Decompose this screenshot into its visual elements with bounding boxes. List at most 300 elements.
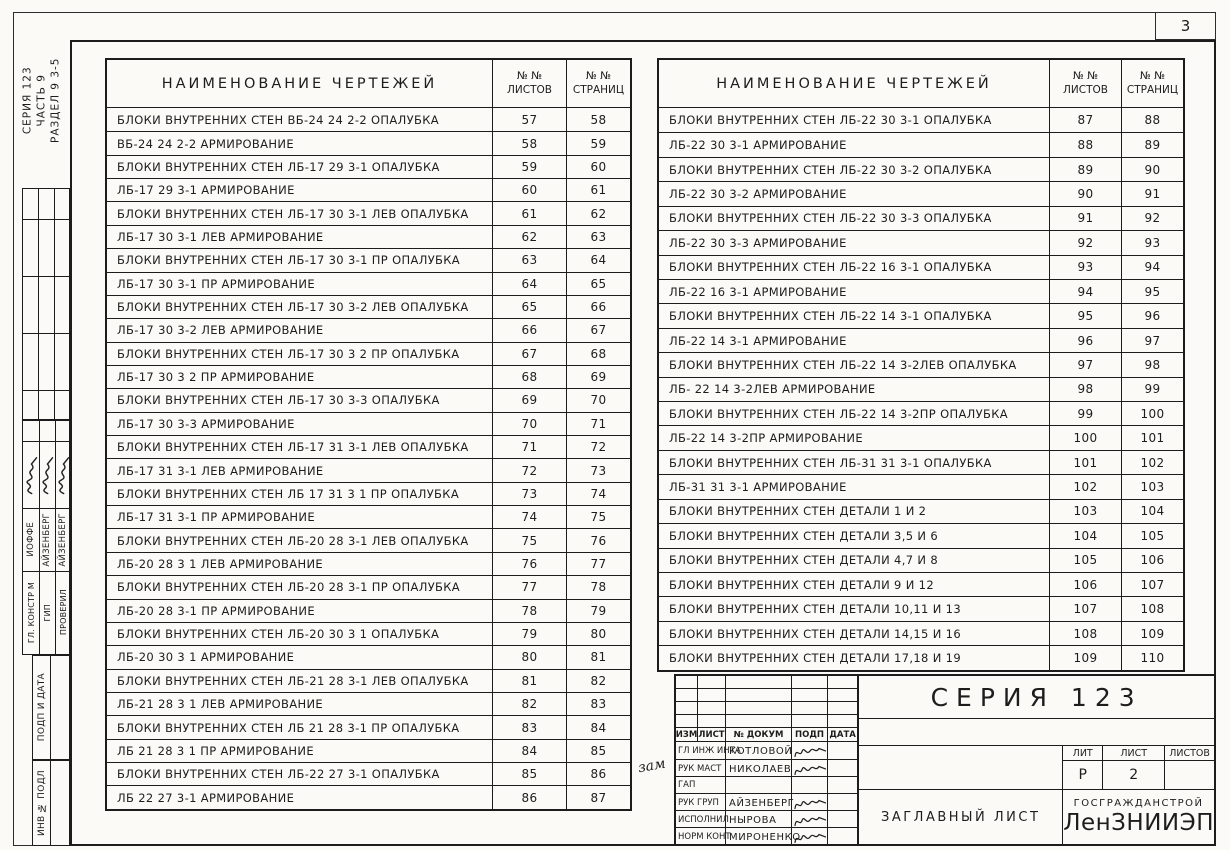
cell-page: 70: [566, 389, 630, 411]
cell-page: 92: [1121, 207, 1183, 230]
table-row: [659, 621, 1183, 645]
cell-sheet: 70: [492, 413, 566, 435]
cell-page: 80: [566, 623, 630, 645]
cell-sheet: 100: [1049, 426, 1121, 449]
cell-name: ЛБ 22 27 3-1 АРМИРОВАНИЕ: [117, 790, 295, 805]
cell-sheet: 106: [1049, 573, 1121, 596]
sign-role: ИСПОЛНИЛ: [676, 811, 726, 829]
cell-page: 98: [1121, 353, 1183, 376]
cell-name: ЛБ-17 30 3-1 ПР АРМИРОВАНИЕ: [117, 276, 315, 291]
cell-sheet: 76: [492, 553, 566, 575]
table-row: [107, 785, 630, 808]
table-row: [107, 715, 630, 738]
cell-page: 64: [566, 249, 630, 271]
listov-value: [1165, 761, 1214, 789]
cell-sheet: 94: [1049, 280, 1121, 303]
margin-signer-name: АЙЗЕНБЕРГ: [58, 512, 68, 567]
change-table: [676, 676, 859, 844]
lit-table: [1063, 746, 1214, 789]
cell-sheet: 90: [1049, 182, 1121, 205]
drawings-table-left: [105, 58, 632, 811]
col-data: ДАТА: [828, 728, 857, 742]
table-row: [107, 295, 630, 318]
cell-sheet: 64: [492, 273, 566, 295]
cell-sheet: 103: [1049, 500, 1121, 523]
table-row: [107, 155, 630, 178]
cell-page: 71: [566, 413, 630, 435]
sign-name: АЙЗЕНБЕРГ: [726, 794, 792, 812]
table-row: [107, 108, 630, 131]
sign-name: [726, 777, 792, 793]
cell-sheet: 85: [492, 763, 566, 785]
table-row: [659, 157, 1183, 181]
cell-page: 88: [1121, 108, 1183, 132]
header-sheets-column: № № ЛИСТОВ: [492, 60, 566, 107]
cell-name: БЛОКИ ВНУТРЕННИХ СТЕН ЛБ-17 30 3 2 ПР ОПАЛУБКА: [117, 346, 460, 361]
sign-role: РУК ГРУП: [676, 794, 726, 812]
cell-page: 74: [566, 483, 630, 505]
cell-name: БЛОКИ ВНУТРЕННИХ СТЕН ЛБ-17 30 3-1 ПР ОПАЛУБКА: [117, 253, 461, 268]
cell-page: 63: [566, 226, 630, 248]
listov-header: ЛИСТОВ: [1169, 747, 1210, 759]
cell-name: БЛОКИ ВНУТРЕННИХ СТЕН ЛБ 17 31 3 1 ПР ОПАЛУБКА: [117, 486, 460, 501]
cell-sheet: 63: [492, 249, 566, 271]
table-row: [659, 523, 1183, 547]
sign-role: ГАП: [676, 777, 726, 793]
cell-page: 79: [566, 600, 630, 622]
cell-name: БЛОКИ ВНУТРЕННИХ СТЕН ЛБ-20 30 3 1 ОПАЛУБКА: [117, 627, 440, 642]
cell-page: 108: [1121, 597, 1183, 620]
cell-sheet: 93: [1049, 256, 1121, 279]
table-row: [659, 548, 1183, 572]
margin-series-line1: СЕРИЯ 123: [21, 66, 34, 134]
cell-page: 105: [1121, 524, 1183, 547]
cell-page: 61: [566, 179, 630, 201]
table-row: [107, 762, 630, 785]
cell-page: 97: [1121, 329, 1183, 352]
cell-sheet: 59: [492, 156, 566, 178]
table-row: [659, 377, 1183, 401]
cell-page: 90: [1121, 158, 1183, 181]
table-row: [659, 303, 1183, 327]
sign-name: МИРОНЕНКО: [726, 828, 792, 846]
cell-name: БЛОКИ ВНУТРЕННИХ СТЕН ДЕТАЛИ 17,18 И 19: [669, 650, 962, 665]
cell-page: 82: [566, 670, 630, 692]
table-row: [107, 482, 630, 505]
cell-sheet: 95: [1049, 304, 1121, 327]
col-list: ЛИСТ: [698, 728, 726, 742]
cell-name: ЛБ-17 31 3-1 ПР АРМИРОВАНИЕ: [117, 510, 315, 525]
table-row: [659, 450, 1183, 474]
cell-page: 78: [566, 576, 630, 598]
col-izm: ИЗМ: [676, 728, 698, 742]
cell-page: 69: [566, 366, 630, 388]
cell-page: 109: [1121, 622, 1183, 645]
cell-sheet: 87: [1049, 108, 1121, 132]
cell-name: БЛОКИ ВНУТРЕННИХ СТЕН ДЕТАЛИ 10,11 И 13: [669, 602, 962, 617]
table-row: [659, 255, 1183, 279]
margin-series-line3: РАЗДЕЛ 9 3-5: [49, 57, 62, 143]
change-table-header: [676, 728, 857, 742]
designation-cell: [859, 719, 1214, 746]
cell-name: ЛБ-17 29 3-1 АРМИРОВАНИЕ: [117, 183, 295, 198]
cell-name: БЛОКИ ВНУТРЕННИХ СТЕН ДЕТАЛИ 9 И 12: [669, 577, 934, 592]
sheet-caption: ЗАГЛАВНЫЙ ЛИСТ: [859, 790, 1063, 844]
cell-sheet: 97: [1049, 353, 1121, 376]
header-sheets-column: № № ЛИСТОВ: [1049, 60, 1121, 107]
cell-page: 66: [566, 296, 630, 318]
sign-row: [676, 827, 857, 844]
margin-signer-role: ПРОВЕРИЛ: [58, 589, 68, 636]
table-row: [659, 499, 1183, 523]
cell-page: 59: [566, 132, 630, 154]
table-row: [107, 388, 630, 411]
cell-sheet: 82: [492, 693, 566, 715]
header-name-column: НАИМЕНОВАНИЕ ЧЕРТЕЖЕЙ: [161, 75, 438, 92]
header-name-column: НАИМЕНОВАНИЕ ЧЕРТЕЖЕЙ: [716, 75, 992, 92]
date-cell: [828, 760, 857, 778]
table-row: [659, 596, 1183, 620]
cell-name: БЛОКИ ВНУТРЕННИХ СТЕН ЛБ-17 29 3-1 ОПАЛУБКА: [117, 159, 440, 174]
cell-sheet: 81: [492, 670, 566, 692]
title-mid-empty-cell: [859, 746, 1063, 789]
margin-stamp-grid: [22, 188, 70, 420]
cell-page: 77: [566, 553, 630, 575]
table-row: [107, 692, 630, 715]
table-body: [107, 108, 630, 809]
cell-page: 104: [1121, 500, 1183, 523]
table-row: [107, 248, 630, 271]
cell-name: БЛОКИ ВНУТРЕННИХ СТЕН ЛБ-17 30 3-2 ЛЕВ ОПАЛУБКА: [117, 300, 469, 315]
change-empty-row: [676, 715, 857, 728]
cell-page: 96: [1121, 304, 1183, 327]
header-pages-column: № № СТРАНИЦ: [566, 60, 630, 107]
margin-series-label: [13, 12, 70, 188]
cell-page: 68: [566, 343, 630, 365]
table-row: [107, 365, 630, 388]
table-row: [107, 178, 630, 201]
cell-page: 103: [1121, 475, 1183, 498]
cell-sheet: 78: [492, 600, 566, 622]
table-row: [107, 131, 630, 154]
cell-name: ЛБ-21 28 3 1 ЛЕВ АРМИРОВАНИЕ: [117, 697, 324, 712]
date-cell: [828, 828, 857, 846]
lit-header: ЛИТ: [1063, 746, 1103, 760]
page-number: 3: [1180, 17, 1191, 35]
cell-name: ЛБ-20 28 3 1 ЛЕВ АРМИРОВАНИЕ: [117, 557, 324, 571]
cell-sheet: 80: [492, 646, 566, 668]
cell-name: БЛОКИ ВНУТРЕННИХ СТЕН ЛБ-22 30 3-1 ОПАЛУБКА: [669, 113, 992, 128]
organization-cell: [1063, 790, 1214, 844]
cell-sheet: 104: [1049, 524, 1121, 547]
cell-name: ЛБ- 22 14 3-2ЛЕВ АРМИРОВАНИЕ: [669, 382, 876, 397]
cell-page: 81: [566, 646, 630, 668]
cell-name: БЛОКИ ВНУТРЕННИХ СТЕН ЛБ-22 16 3-1 ОПАЛУБКА: [669, 260, 992, 275]
cell-sheet: 109: [1049, 646, 1121, 669]
sign-row: [676, 742, 857, 759]
title-bottom-band: [859, 790, 1214, 844]
cell-sheet: 84: [492, 740, 566, 762]
cell-sheet: 83: [492, 716, 566, 738]
sign-name: НЫРОВА: [726, 811, 792, 829]
margin-sign-date-box: [32, 655, 70, 760]
cell-name: БЛОКИ ВНУТРЕННИХ СТЕН ДЕТАЛИ 3,5 И 6: [669, 528, 939, 543]
cell-sheet: 105: [1049, 549, 1121, 572]
header-pages-column: № № СТРАНИЦ: [1121, 60, 1183, 107]
margin-signers-block: [22, 420, 70, 655]
list-value: 2: [1103, 761, 1165, 789]
cell-page: 73: [566, 459, 630, 481]
cell-name: БЛОКИ ВНУТРЕННИХ СТЕН ЛБ-20 28 3-1 ПР ОПАЛУБКА: [117, 580, 461, 595]
table-row: [659, 401, 1183, 425]
col-podp: ПОДП: [792, 728, 828, 742]
sign-role: РУК МАСТ: [676, 760, 726, 778]
cell-name: ЛБ-17 30 3-1 ЛЕВ АРМИРОВАНИЕ: [117, 229, 324, 244]
cell-page: 84: [566, 716, 630, 738]
table-row: [107, 318, 630, 341]
sign-row: [676, 759, 857, 776]
table-row: [659, 328, 1183, 352]
title-block-right: [859, 676, 1214, 844]
cell-sheet: 99: [1049, 402, 1121, 425]
table-row: [659, 425, 1183, 449]
cell-name: ЛБ-17 30 3-2 ЛЕВ АРМИРОВАНИЕ: [117, 323, 324, 338]
list-header: ЛИСТ: [1103, 746, 1165, 760]
sign-row: [676, 776, 857, 793]
cell-page: 107: [1121, 573, 1183, 596]
cell-sheet: 77: [492, 576, 566, 598]
cell-name: БЛОКИ ВНУТРЕННИХ СТЕН ЛБ-22 30 3-2 ОПАЛУБКА: [669, 162, 992, 177]
table-row: [659, 352, 1183, 376]
table-row: [659, 132, 1183, 156]
table-row: [107, 669, 630, 692]
cell-page: 93: [1121, 231, 1183, 254]
cell-page: 72: [566, 436, 630, 458]
cell-name: БЛОКИ ВНУТРЕННИХ СТЕН ЛБ-20 28 3-1 ЛЕВ ОПАЛУБКА: [117, 533, 469, 548]
cell-name: БЛОКИ ВНУТРЕННИХ СТЕН ЛБ 21 28 3-1 ПР ОПАЛУБКА: [117, 720, 460, 735]
cell-sheet: 75: [492, 529, 566, 551]
cell-page: 102: [1121, 451, 1183, 474]
cell-sheet: 108: [1049, 622, 1121, 645]
cell-name: ЛБ-17 30 3-3 АРМИРОВАНИЕ: [117, 416, 295, 431]
cell-page: 89: [1121, 133, 1183, 156]
cell-sheet: 65: [492, 296, 566, 318]
table-row: [107, 458, 630, 481]
table-row: [659, 181, 1183, 205]
sign-row: [676, 810, 857, 827]
table-row: [659, 108, 1183, 132]
cell-sheet: 62: [492, 226, 566, 248]
signature-cell: [792, 760, 828, 778]
cell-name: БЛОКИ ВНУТРЕННИХ СТЕН ЛБ-22 14 3-2ПР ОПАЛУБКА: [669, 406, 1009, 421]
cell-sheet: 88: [1049, 133, 1121, 156]
table-body: [659, 108, 1183, 670]
handwritten-note: зам: [636, 755, 667, 777]
cell-name: ЛБ-22 30 3-1 АРМИРОВАНИЕ: [669, 138, 847, 153]
cell-page: 75: [566, 506, 630, 528]
cell-name: БЛОКИ ВНУТРЕННИХ СТЕН ЛБ-22 14 3-1 ОПАЛУБКА: [669, 309, 992, 324]
change-empty-row: [676, 702, 857, 715]
cell-sheet: 92: [1049, 231, 1121, 254]
cell-sheet: 57: [492, 108, 566, 131]
cell-page: 106: [1121, 549, 1183, 572]
cell-sheet: 107: [1049, 597, 1121, 620]
cell-sheet: 101: [1049, 451, 1121, 474]
cell-sheet: 91: [1049, 207, 1121, 230]
cell-name: ЛБ-17 30 3 2 ПР АРМИРОВАНИЕ: [117, 370, 315, 385]
change-empty-row: [676, 676, 857, 689]
margin-signer-name: АЙЗЕНБЕРГ: [42, 512, 52, 567]
cell-sheet: 58: [492, 132, 566, 154]
cell-name: БЛОКИ ВНУТРЕННИХ СТЕН ЛБ-22 27 3-1 ОПАЛУБКА: [117, 767, 440, 782]
cell-sheet: 60: [492, 179, 566, 201]
cell-name: ЛБ-22 14 3-2ПР АРМИРОВАНИЕ: [669, 431, 863, 446]
cell-page: 58: [566, 108, 630, 131]
cell-page: 100: [1121, 402, 1183, 425]
cell-name: ЛБ-22 16 3-1 АРМИРОВАНИЕ: [669, 284, 847, 299]
table-row: [107, 201, 630, 224]
margin-inventory-label: ИНВ № ПОДЛ: [36, 769, 47, 837]
cell-name: БЛОКИ ВНУТРЕННИХ СТЕН ДЕТАЛИ 1 И 2: [669, 504, 927, 519]
cell-name: ЛБ-20 28 3-1 ПР АРМИРОВАНИЕ: [117, 603, 315, 618]
cell-sheet: 74: [492, 506, 566, 528]
cell-page: 83: [566, 693, 630, 715]
cell-sheet: 86: [492, 786, 566, 808]
table-row: [107, 342, 630, 365]
cell-sheet: 67: [492, 343, 566, 365]
table-row: [659, 279, 1183, 303]
cell-sheet: 66: [492, 319, 566, 341]
date-cell: [828, 777, 857, 793]
cell-page: 76: [566, 529, 630, 551]
table-row: [107, 622, 630, 645]
page-number-box: [1155, 12, 1216, 40]
cell-page: 60: [566, 156, 630, 178]
date-cell: [828, 811, 857, 829]
series-title: СЕРИЯ 123: [859, 676, 1214, 719]
margin-signer-name: ИОФФЕ: [26, 522, 36, 557]
table-row: [659, 230, 1183, 254]
cell-sheet: 96: [1049, 329, 1121, 352]
table-row: [659, 645, 1183, 669]
cell-name: ЛБ-22 30 3-3 АРМИРОВАНИЕ: [669, 235, 847, 250]
sign-row: [676, 793, 857, 810]
title-mid-band: [859, 746, 1214, 790]
sign-role: ГЛ ИНЖ ИНТА: [676, 742, 726, 760]
signature-mark: [792, 758, 828, 779]
table-row: [107, 528, 630, 551]
sign-role: НОРМ КОНТ: [676, 828, 726, 846]
signature-cell: [792, 777, 828, 793]
table-row: [107, 575, 630, 598]
table-header: [659, 60, 1183, 108]
cell-name: ЛБ 21 28 3 1 ПР АРМИРОВАНИЕ: [117, 743, 314, 758]
table-row: [107, 739, 630, 762]
cell-page: 95: [1121, 280, 1183, 303]
signature-mark: [792, 826, 828, 847]
cell-sheet: 102: [1049, 475, 1121, 498]
cell-page: 110: [1121, 646, 1183, 669]
cell-name: БЛОКИ ВНУТРЕННИХ СТЕН ЛБ-22 30 3-3 ОПАЛУБКА: [669, 211, 992, 226]
cell-sheet: 89: [1049, 158, 1121, 181]
cell-page: 87: [566, 786, 630, 808]
cell-sheet: 98: [1049, 378, 1121, 401]
lit-value: Р: [1063, 761, 1103, 789]
table-row: [107, 435, 630, 458]
cell-page: 86: [566, 763, 630, 785]
table-row: [107, 505, 630, 528]
cell-name: БЛОКИ ВНУТРЕННИХ СТЕН ЛБ-21 28 3-1 ЛЕВ ОПАЛУБКА: [117, 673, 469, 688]
org-name-bottom: ЛенЗНИИЭП: [1063, 810, 1214, 836]
cell-name: БЛОКИ ВНУТРЕННИХ СТЕН ЛБ-22 14 3-2ЛЕВ ОПАЛУБКА: [669, 357, 1017, 372]
org-name-top: ГОСГРАЖДАНСТРОЙ: [1073, 798, 1204, 809]
cell-name: БЛОКИ ВНУТРЕННИХ СТЕН ЛБ-31 31 3-1 ОПАЛУБКА: [669, 455, 992, 470]
table-row: [107, 412, 630, 435]
margin-sign-date-label: ПОДП И ДАТА: [36, 673, 47, 742]
cell-name: БЛОКИ ВНУТРЕННИХ СТЕН ДЕТАЛИ 14,15 И 16: [669, 626, 962, 641]
table-row: [107, 599, 630, 622]
cell-name: БЛОКИ ВНУТРЕННИХ СТЕН ЛБ-17 30 3-1 ЛЕВ ОПАЛУБКА: [117, 206, 469, 221]
cell-sheet: 73: [492, 483, 566, 505]
table-header: [107, 60, 630, 108]
cell-page: 91: [1121, 182, 1183, 205]
margin-series-line2: ЧАСТЬ 9: [35, 73, 48, 127]
table-row: [107, 645, 630, 668]
cell-name: БЛОКИ ВНУТРЕННИХ СТЕН ЛБ-17 30 3-3 ОПАЛУБКА: [117, 393, 440, 408]
cell-page: 94: [1121, 256, 1183, 279]
cell-name: ЛБ-20 30 3 1 АРМИРОВАНИЕ: [117, 650, 295, 665]
cell-page: 62: [566, 202, 630, 224]
date-cell: [828, 794, 857, 812]
cell-page: 67: [566, 319, 630, 341]
change-empty-row: [676, 689, 857, 702]
table-row: [107, 552, 630, 575]
cell-sheet: 68: [492, 366, 566, 388]
table-row: [659, 206, 1183, 230]
cell-page: 99: [1121, 378, 1183, 401]
col-docnum: № ДОКУМ: [726, 728, 792, 742]
cell-name: ЛБ-22 14 3-1 АРМИРОВАНИЕ: [669, 333, 847, 348]
cell-sheet: 61: [492, 202, 566, 224]
sign-name: КОТЛОВОЙ: [726, 742, 792, 760]
margin-signer-role: ГИП: [42, 603, 52, 622]
table-row: [107, 272, 630, 295]
sign-name: НИКОЛАЕВ: [726, 760, 792, 778]
cell-name: БЛОКИ ВНУТРЕННИХ СТЕН ВБ-24 24 2-2 ОПАЛУБКА: [117, 112, 439, 127]
table-row: [659, 572, 1183, 596]
signature-cell: [792, 828, 828, 846]
cell-page: 85: [566, 740, 630, 762]
signature-cell: [792, 742, 828, 760]
cell-name: БЛОКИ ВНУТРЕННИХ СТЕН ДЕТАЛИ 4,7 И 8: [669, 553, 939, 568]
table-row: [107, 225, 630, 248]
cell-page: 101: [1121, 426, 1183, 449]
margin-inventory-box: [32, 760, 70, 846]
cell-sheet: 71: [492, 436, 566, 458]
cell-page: 65: [566, 273, 630, 295]
sign-rows: [676, 742, 857, 844]
date-cell: [828, 742, 857, 760]
drawings-table-right: [657, 58, 1185, 672]
cell-sheet: 69: [492, 389, 566, 411]
cell-sheet: 72: [492, 459, 566, 481]
table-row: [659, 474, 1183, 498]
cell-name: ЛБ-31 31 3-1 АРМИРОВАНИЕ: [669, 480, 847, 495]
cell-name: ВБ-24 24 2-2 АРМИРОВАНИЕ: [117, 136, 294, 151]
cell-name: ЛБ-17 31 3-1 ЛЕВ АРМИРОВАНИЕ: [117, 463, 324, 478]
margin-signer-role: ГЛ. КОНСТР М: [26, 581, 36, 644]
title-block: [674, 674, 1216, 846]
